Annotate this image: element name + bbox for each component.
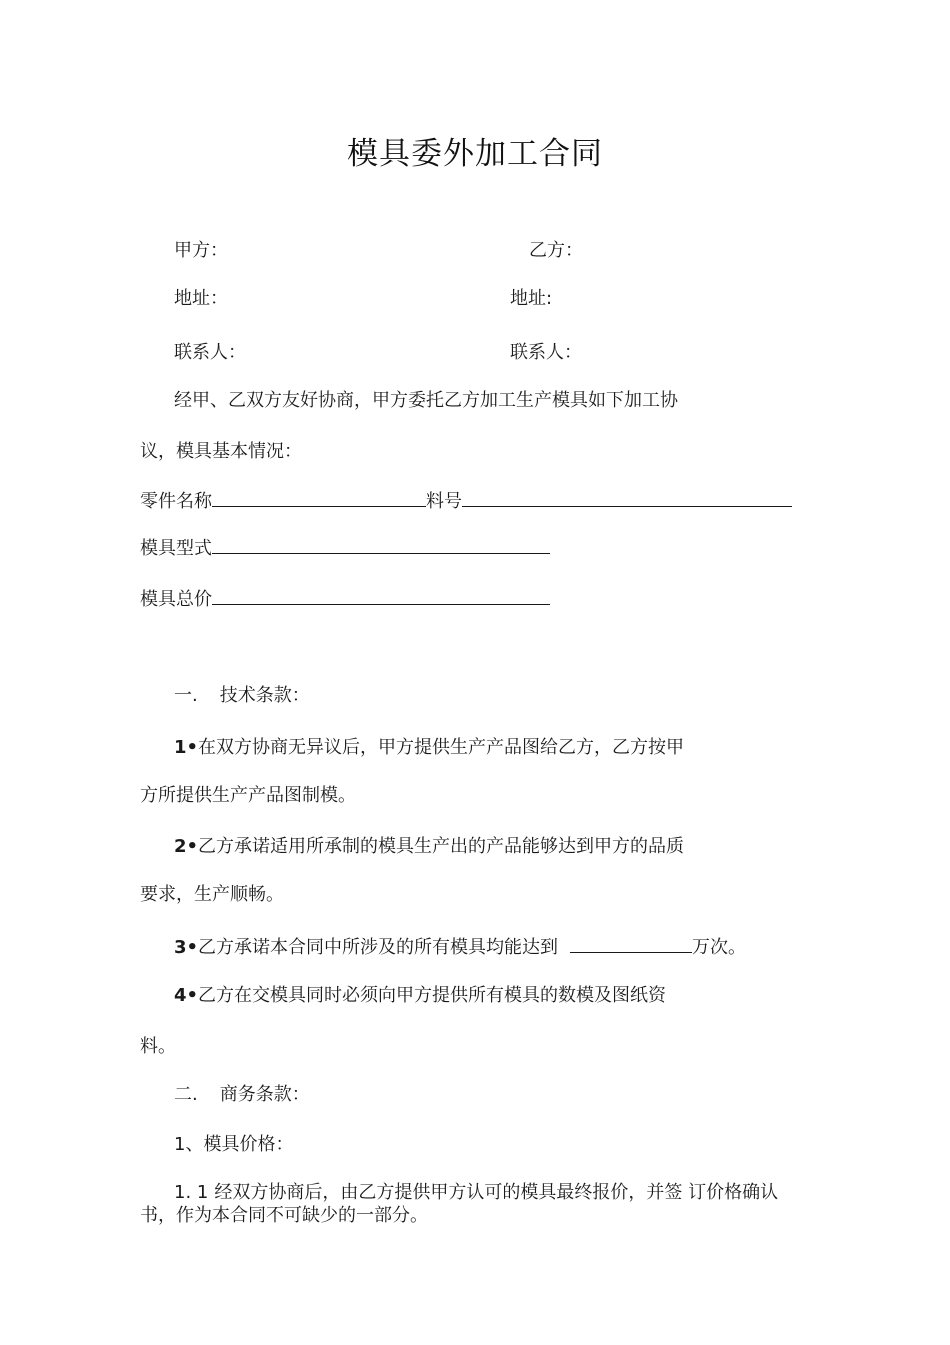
section-one-title: 技术条款： xyxy=(219,685,310,706)
mold-type-blank xyxy=(212,535,550,554)
contact-a-label: 联系人： xyxy=(174,342,246,363)
clause-2-text-1: 乙方承诺适用所承制的模具生产出的产品能够达到甲方的品质 xyxy=(198,836,685,857)
clause-2-line-2: 要求，生产顺畅。 xyxy=(140,884,284,905)
contact-b-label: 联系人： xyxy=(510,342,582,363)
document-title: 模具委外加工合同 xyxy=(347,136,603,172)
intro-line-1: 经甲、乙双方友好协商，甲方委托乙方加工生产模具如下加工协 xyxy=(174,390,678,411)
clause-1-line-2: 方所提供生产产品图制模。 xyxy=(140,785,356,806)
intro-line-2: 议，模具基本情况： xyxy=(140,441,302,462)
clause-1-1-number: 1. 1 xyxy=(174,1182,209,1203)
clause-4-line-1 xyxy=(174,984,666,1008)
party-a-label: 甲方： xyxy=(174,240,228,261)
clause-1-number: 1• xyxy=(174,737,199,758)
part-name-blank xyxy=(212,488,426,507)
clause-1-1-line-1 xyxy=(174,1181,778,1205)
clause-2-line-1 xyxy=(174,835,684,859)
clause-3-line xyxy=(174,934,746,960)
clause-3-suffix: 万次。 xyxy=(692,937,747,958)
clause-4-line-2: 料。 xyxy=(140,1036,176,1057)
address-b-label: 地址: xyxy=(510,288,553,309)
material-no-label: 料号 xyxy=(426,491,462,512)
clause-3-text: 乙方承诺本合同中所涉及的所有模具均能达到 xyxy=(198,937,559,958)
material-no-blank xyxy=(462,488,792,507)
clause-3-blank xyxy=(570,934,692,953)
part-name-label: 零件名称 xyxy=(140,491,212,512)
section-one-number: 一. xyxy=(174,685,198,706)
clause-1-line-1 xyxy=(174,736,684,760)
clause-3-number: 3• xyxy=(174,937,199,958)
section-two-number: 二. xyxy=(174,1084,198,1105)
section-one-heading xyxy=(174,684,310,708)
party-b-label: 乙方： xyxy=(529,240,583,261)
subsection-mold-price: 1、模具价格： xyxy=(174,1134,294,1155)
clause-1-1-line-2: 书，作为本合同不可缺少的一部分。 xyxy=(140,1205,428,1226)
mold-total-price-blank xyxy=(212,586,550,605)
clause-1-text-1: 在双方协商无异议后，甲方提供生产产品图给乙方，乙方按甲 xyxy=(198,737,685,758)
clause-4-number: 4• xyxy=(174,985,199,1006)
clause-1-1-text-1: 经双方协商后，由乙方提供甲方认可的模具最终报价，并签 订价格确认 xyxy=(214,1182,779,1203)
address-a-label: 地址： xyxy=(174,288,228,309)
section-two-heading xyxy=(174,1083,310,1107)
mold-type-label: 模具型式 xyxy=(140,538,212,559)
mold-type-field xyxy=(140,535,550,561)
clause-2-number: 2• xyxy=(174,836,199,857)
mold-total-price-field xyxy=(140,586,550,612)
clause-4-text-1: 乙方在交模具同时必须向甲方提供所有模具的数模及图纸资 xyxy=(198,985,667,1006)
mold-total-price-label: 模具总价 xyxy=(140,589,212,610)
part-name-field xyxy=(140,488,792,514)
section-two-title: 商务条款： xyxy=(219,1084,310,1105)
